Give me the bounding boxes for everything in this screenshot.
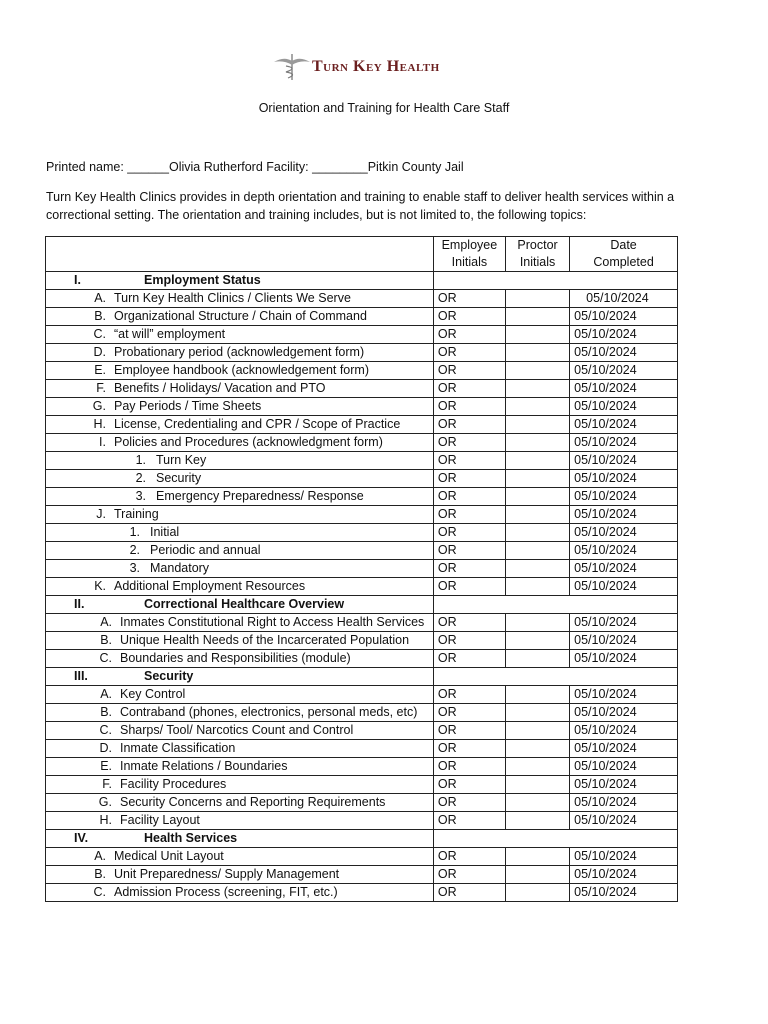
item-marker: C. bbox=[93, 885, 106, 899]
training-checklist-table bbox=[45, 236, 678, 902]
table-row bbox=[46, 524, 678, 542]
topic-cell bbox=[46, 380, 434, 398]
item-label: Admission Process (screening, FIT, etc.) bbox=[114, 885, 338, 899]
header-employee-initials: Employee Initials bbox=[433, 237, 505, 272]
date-completed-cell[interactable]: 05/10/2024 bbox=[570, 776, 678, 794]
table-row bbox=[46, 434, 678, 452]
employee-initials-cell[interactable]: OR bbox=[433, 848, 505, 866]
topic-cell bbox=[46, 452, 434, 470]
item-marker: 1. bbox=[129, 525, 140, 539]
item-label: Inmate Relations / Boundaries bbox=[120, 759, 288, 773]
table-row bbox=[46, 542, 678, 560]
item-marker: D. bbox=[99, 741, 112, 755]
date-completed-cell[interactable]: 05/10/2024 bbox=[570, 632, 678, 650]
employee-initials-cell[interactable]: OR bbox=[433, 884, 505, 902]
employee-initials-cell[interactable]: OR bbox=[433, 380, 505, 398]
item-marker: E. bbox=[100, 759, 112, 773]
item-marker: B. bbox=[94, 867, 106, 881]
employee-initials-cell[interactable]: OR bbox=[433, 632, 505, 650]
date-completed-cell[interactable]: 05/10/2024 bbox=[570, 524, 678, 542]
item-label: Facility Layout bbox=[120, 813, 200, 827]
employee-initials-cell[interactable]: OR bbox=[433, 506, 505, 524]
item-marker: K. bbox=[94, 579, 106, 593]
item-marker: B. bbox=[100, 705, 112, 719]
section-row bbox=[46, 272, 678, 290]
employee-initials-cell[interactable]: OR bbox=[433, 290, 505, 308]
employee-initials-cell[interactable]: OR bbox=[433, 722, 505, 740]
date-completed-cell[interactable]: 05/10/2024 bbox=[570, 758, 678, 776]
proctor-initials-cell[interactable] bbox=[505, 488, 569, 506]
company-logo bbox=[272, 52, 502, 82]
table-row bbox=[46, 506, 678, 524]
proctor-initials-cell[interactable] bbox=[505, 380, 569, 398]
proctor-initials-cell[interactable] bbox=[505, 614, 569, 632]
date-completed-cell[interactable]: 05/10/2024 bbox=[570, 704, 678, 722]
proctor-initials-cell[interactable] bbox=[505, 308, 569, 326]
date-completed-cell[interactable]: 05/10/2024 bbox=[570, 614, 678, 632]
proctor-initials-cell[interactable] bbox=[505, 452, 569, 470]
date-completed-cell[interactable]: 05/10/2024 bbox=[570, 686, 678, 704]
item-marker: A. bbox=[100, 615, 112, 629]
topic-cell bbox=[46, 632, 434, 650]
topic-cell bbox=[46, 434, 434, 452]
proctor-initials-cell[interactable] bbox=[505, 776, 569, 794]
section-title bbox=[46, 830, 434, 848]
table-row bbox=[46, 740, 678, 758]
employee-initials-cell[interactable]: OR bbox=[433, 740, 505, 758]
topic-cell bbox=[46, 308, 434, 326]
table-row bbox=[46, 470, 678, 488]
item-label: Mandatory bbox=[150, 561, 210, 575]
topic-cell bbox=[46, 542, 434, 560]
proctor-initials-cell[interactable] bbox=[505, 812, 569, 830]
table-row bbox=[46, 632, 678, 650]
item-label: Periodic and annual bbox=[150, 543, 261, 557]
topic-cell bbox=[46, 416, 434, 434]
section-label: Correctional Healthcare Overview bbox=[144, 597, 345, 611]
item-label: Turn Key bbox=[156, 453, 207, 467]
topic-cell bbox=[46, 884, 434, 902]
topic-cell bbox=[46, 560, 434, 578]
proctor-initials-cell[interactable] bbox=[505, 290, 569, 308]
date-completed-cell[interactable]: 05/10/2024 bbox=[570, 722, 678, 740]
section-row bbox=[46, 596, 678, 614]
employee-initials-cell[interactable]: OR bbox=[433, 416, 505, 434]
item-marker: D. bbox=[93, 345, 106, 359]
item-marker: A. bbox=[94, 291, 106, 305]
header-date-completed: Date Completed bbox=[570, 237, 678, 272]
topic-cell bbox=[46, 794, 434, 812]
table-row bbox=[46, 326, 678, 344]
employee-initials-cell[interactable]: OR bbox=[433, 542, 505, 560]
topic-cell bbox=[46, 506, 434, 524]
employee-initials-cell[interactable]: OR bbox=[433, 362, 505, 380]
item-marker: C. bbox=[99, 651, 112, 665]
item-marker: C. bbox=[93, 327, 106, 341]
topic-cell bbox=[46, 524, 434, 542]
table-row bbox=[46, 758, 678, 776]
proctor-initials-cell[interactable] bbox=[505, 506, 569, 524]
date-completed-cell[interactable]: 05/10/2024 bbox=[570, 866, 678, 884]
date-completed-cell[interactable]: 05/10/2024 bbox=[570, 884, 678, 902]
date-completed-cell[interactable]: 05/10/2024 bbox=[570, 380, 678, 398]
topic-cell bbox=[46, 686, 434, 704]
item-label: Benefits / Holidays/ Vacation and PTO bbox=[114, 381, 326, 395]
date-completed-cell[interactable]: 05/10/2024 bbox=[570, 398, 678, 416]
item-marker: G. bbox=[92, 399, 106, 413]
item-marker: F. bbox=[96, 381, 106, 395]
proctor-initials-cell[interactable] bbox=[505, 740, 569, 758]
proctor-initials-cell[interactable] bbox=[505, 650, 569, 668]
proctor-initials-cell[interactable] bbox=[505, 884, 569, 902]
item-marker: B. bbox=[94, 309, 106, 323]
employee-initials-cell[interactable]: OR bbox=[433, 434, 505, 452]
item-marker: H. bbox=[99, 813, 112, 827]
table-row bbox=[46, 560, 678, 578]
date-completed-cell[interactable]: 05/10/2024 bbox=[570, 452, 678, 470]
section-title bbox=[46, 596, 434, 614]
table-row bbox=[46, 380, 678, 398]
header-proctor-initials: Proctor Initials bbox=[505, 237, 569, 272]
proctor-initials-cell[interactable] bbox=[505, 578, 569, 596]
item-label: Boundaries and Responsibilities (module) bbox=[120, 651, 351, 665]
date-completed-cell[interactable]: 05/10/2024 bbox=[570, 326, 678, 344]
section-filler bbox=[433, 272, 677, 290]
proctor-initials-cell[interactable] bbox=[505, 542, 569, 560]
date-completed-cell[interactable]: 05/10/2024 bbox=[570, 308, 678, 326]
employee-initials-cell[interactable]: OR bbox=[433, 398, 505, 416]
section-number: III. bbox=[74, 669, 88, 683]
employee-initials-cell[interactable]: OR bbox=[433, 308, 505, 326]
table-row bbox=[46, 578, 678, 596]
intro-paragraph: Turn Key Health Clinics provides in depth orientation and training to enable staff to deliver health services within a correctional setting. The orientation and training includes, but is not limited to, the following topics: bbox=[46, 190, 675, 222]
date-completed-cell[interactable]: 05/10/2024 bbox=[570, 740, 678, 758]
topic-cell bbox=[46, 650, 434, 668]
table-row bbox=[46, 776, 678, 794]
table-row bbox=[46, 704, 678, 722]
item-label: License, Credentialing and CPR / Scope of Practice bbox=[114, 417, 401, 431]
item-label: Sharps/ Tool/ Narcotics Count and Control bbox=[120, 723, 354, 737]
item-marker: H. bbox=[93, 417, 106, 431]
item-marker: A. bbox=[94, 849, 106, 863]
section-title bbox=[46, 668, 434, 686]
table-row bbox=[46, 416, 678, 434]
section-filler bbox=[433, 596, 677, 614]
topic-cell bbox=[46, 290, 434, 308]
table-row bbox=[46, 812, 678, 830]
employee-initials-cell[interactable]: OR bbox=[433, 812, 505, 830]
employee-initials-cell[interactable]: OR bbox=[433, 578, 505, 596]
header-topic bbox=[46, 237, 434, 272]
topic-cell bbox=[46, 812, 434, 830]
item-marker: A. bbox=[100, 687, 112, 701]
item-label: Policies and Procedures (acknowledgment form) bbox=[114, 435, 383, 449]
employee-initials-cell[interactable]: OR bbox=[433, 326, 505, 344]
item-label: Key Control bbox=[120, 687, 186, 701]
item-label: Probationary period (acknowledgement form) bbox=[114, 345, 365, 359]
table-row bbox=[46, 488, 678, 506]
section-row bbox=[46, 668, 678, 686]
employee-initials-cell[interactable]: OR bbox=[433, 776, 505, 794]
date-completed-cell[interactable]: 05/10/2024 bbox=[570, 434, 678, 452]
topic-cell bbox=[46, 470, 434, 488]
table-row bbox=[46, 722, 678, 740]
date-completed-cell[interactable]: 05/10/2024 bbox=[570, 794, 678, 812]
topic-cell bbox=[46, 488, 434, 506]
employee-initials-cell[interactable]: OR bbox=[433, 686, 505, 704]
proctor-initials-cell[interactable] bbox=[505, 398, 569, 416]
employee-initials-cell[interactable]: OR bbox=[433, 344, 505, 362]
item-label: Security bbox=[156, 471, 202, 485]
proctor-initials-cell[interactable] bbox=[505, 416, 569, 434]
document-title: Orientation and Training for Health Care Staff bbox=[258, 101, 510, 115]
table-row bbox=[46, 362, 678, 380]
item-marker: F. bbox=[102, 777, 112, 791]
table-row bbox=[46, 614, 678, 632]
employee-initials-cell[interactable]: OR bbox=[433, 524, 505, 542]
table-row bbox=[46, 686, 678, 704]
item-label: Unit Preparedness/ Supply Management bbox=[114, 867, 340, 881]
date-completed-cell[interactable]: 05/10/2024 bbox=[570, 290, 678, 308]
section-row bbox=[46, 830, 678, 848]
section-number: IV. bbox=[74, 831, 89, 845]
table-row bbox=[46, 650, 678, 668]
item-label: Pay Periods / Time Sheets bbox=[114, 399, 262, 413]
item-label: Initial bbox=[150, 525, 180, 539]
item-label: Facility Procedures bbox=[120, 777, 227, 791]
proctor-initials-cell[interactable] bbox=[505, 686, 569, 704]
item-label: Unique Health Needs of the Incarcerated Population bbox=[120, 633, 410, 647]
date-completed-cell[interactable]: 05/10/2024 bbox=[570, 416, 678, 434]
date-completed-cell[interactable]: 05/10/2024 bbox=[570, 848, 678, 866]
date-completed-cell[interactable]: 05/10/2024 bbox=[570, 470, 678, 488]
topic-cell bbox=[46, 704, 434, 722]
table-row bbox=[46, 866, 678, 884]
employee-initials-cell[interactable]: OR bbox=[433, 758, 505, 776]
section-label: Health Services bbox=[144, 831, 238, 845]
section-filler bbox=[433, 830, 677, 848]
item-label: Inmates Constitutional Right to Access Health Services bbox=[120, 615, 425, 629]
caduceus-icon bbox=[272, 52, 312, 82]
topic-cell bbox=[46, 740, 434, 758]
section-number: II. bbox=[74, 597, 85, 611]
proctor-initials-cell[interactable] bbox=[505, 758, 569, 776]
section-filler bbox=[433, 668, 677, 686]
proctor-initials-cell[interactable] bbox=[505, 560, 569, 578]
item-label: Contraband (phones, electronics, personal meds, etc) bbox=[120, 705, 418, 719]
item-label: Additional Employment Resources bbox=[114, 579, 306, 593]
proctor-initials-cell[interactable] bbox=[505, 632, 569, 650]
date-completed-cell[interactable]: 05/10/2024 bbox=[570, 578, 678, 596]
employee-initials-cell[interactable]: OR bbox=[433, 794, 505, 812]
employee-initials-cell[interactable]: OR bbox=[433, 704, 505, 722]
topic-cell bbox=[46, 362, 434, 380]
topic-cell bbox=[46, 722, 434, 740]
item-marker: 1. bbox=[135, 453, 146, 467]
section-label: Employment Status bbox=[144, 273, 261, 287]
topic-cell bbox=[46, 578, 434, 596]
date-completed-cell[interactable]: 05/10/2024 bbox=[570, 488, 678, 506]
item-label: Employee handbook (acknowledgement form) bbox=[114, 363, 369, 377]
proctor-initials-cell[interactable] bbox=[505, 848, 569, 866]
item-marker: 3. bbox=[129, 561, 140, 575]
date-completed-cell[interactable]: 05/10/2024 bbox=[570, 362, 678, 380]
item-marker: B. bbox=[100, 633, 112, 647]
table-row bbox=[46, 884, 678, 902]
item-label: Medical Unit Layout bbox=[114, 849, 224, 863]
proctor-initials-cell[interactable] bbox=[505, 434, 569, 452]
section-title bbox=[46, 272, 434, 290]
employee-initials-cell[interactable]: OR bbox=[433, 866, 505, 884]
topic-cell bbox=[46, 866, 434, 884]
table-row bbox=[46, 308, 678, 326]
date-completed-cell[interactable]: 05/10/2024 bbox=[570, 542, 678, 560]
topic-cell bbox=[46, 326, 434, 344]
item-label: “at will” employment bbox=[114, 327, 226, 341]
employee-initials-cell[interactable]: OR bbox=[433, 452, 505, 470]
item-label: Turn Key Health Clinics / Clients We Serve bbox=[114, 291, 351, 305]
topic-cell bbox=[46, 398, 434, 416]
printed-name-line: Printed name: ______Olivia Rutherford Facility: ________Pitkin County Jail bbox=[46, 160, 464, 174]
item-label: Inmate Classification bbox=[120, 741, 236, 755]
proctor-initials-cell[interactable] bbox=[505, 524, 569, 542]
item-marker: G. bbox=[98, 795, 112, 809]
topic-cell bbox=[46, 344, 434, 362]
item-label: Security Concerns and Reporting Requirements bbox=[120, 795, 386, 809]
table-row bbox=[46, 398, 678, 416]
date-completed-cell[interactable]: 05/10/2024 bbox=[570, 344, 678, 362]
proctor-initials-cell[interactable] bbox=[505, 794, 569, 812]
item-label: Emergency Preparedness/ Response bbox=[156, 489, 364, 503]
proctor-initials-cell[interactable] bbox=[505, 722, 569, 740]
item-marker: C. bbox=[99, 723, 112, 737]
proctor-initials-cell[interactable] bbox=[505, 470, 569, 488]
item-marker: I. bbox=[99, 435, 106, 449]
item-marker: 3. bbox=[135, 489, 146, 503]
topic-cell bbox=[46, 614, 434, 632]
item-marker: J. bbox=[96, 507, 106, 521]
section-label: Security bbox=[144, 669, 194, 683]
date-completed-cell[interactable]: 05/10/2024 bbox=[570, 650, 678, 668]
item-label: Training bbox=[114, 507, 159, 521]
date-completed-cell[interactable]: 05/10/2024 bbox=[570, 560, 678, 578]
employee-initials-cell[interactable]: OR bbox=[433, 470, 505, 488]
employee-initials-cell[interactable]: OR bbox=[433, 560, 505, 578]
item-label: Organizational Structure / Chain of Command bbox=[114, 309, 367, 323]
table-row bbox=[46, 848, 678, 866]
employee-initials-cell[interactable]: OR bbox=[433, 488, 505, 506]
item-marker: 2. bbox=[135, 471, 146, 485]
topic-cell bbox=[46, 848, 434, 866]
proctor-initials-cell[interactable] bbox=[505, 362, 569, 380]
table-row bbox=[46, 344, 678, 362]
item-marker: E. bbox=[94, 363, 106, 377]
table-header-row bbox=[46, 237, 678, 272]
logo-text: Turn Key Health bbox=[312, 58, 440, 75]
topic-cell bbox=[46, 776, 434, 794]
table-row bbox=[46, 794, 678, 812]
date-completed-cell[interactable]: 05/10/2024 bbox=[570, 506, 678, 524]
proctor-initials-cell[interactable] bbox=[505, 344, 569, 362]
table-row bbox=[46, 452, 678, 470]
proctor-initials-cell[interactable] bbox=[505, 326, 569, 344]
table-body bbox=[46, 272, 678, 902]
proctor-initials-cell[interactable] bbox=[505, 704, 569, 722]
employee-initials-cell[interactable]: OR bbox=[433, 614, 505, 632]
topic-cell bbox=[46, 758, 434, 776]
item-marker: 2. bbox=[129, 543, 140, 557]
table-row bbox=[46, 290, 678, 308]
date-completed-cell[interactable]: 05/10/2024 bbox=[570, 812, 678, 830]
employee-initials-cell[interactable]: OR bbox=[433, 650, 505, 668]
proctor-initials-cell[interactable] bbox=[505, 866, 569, 884]
section-number: I. bbox=[74, 273, 81, 287]
